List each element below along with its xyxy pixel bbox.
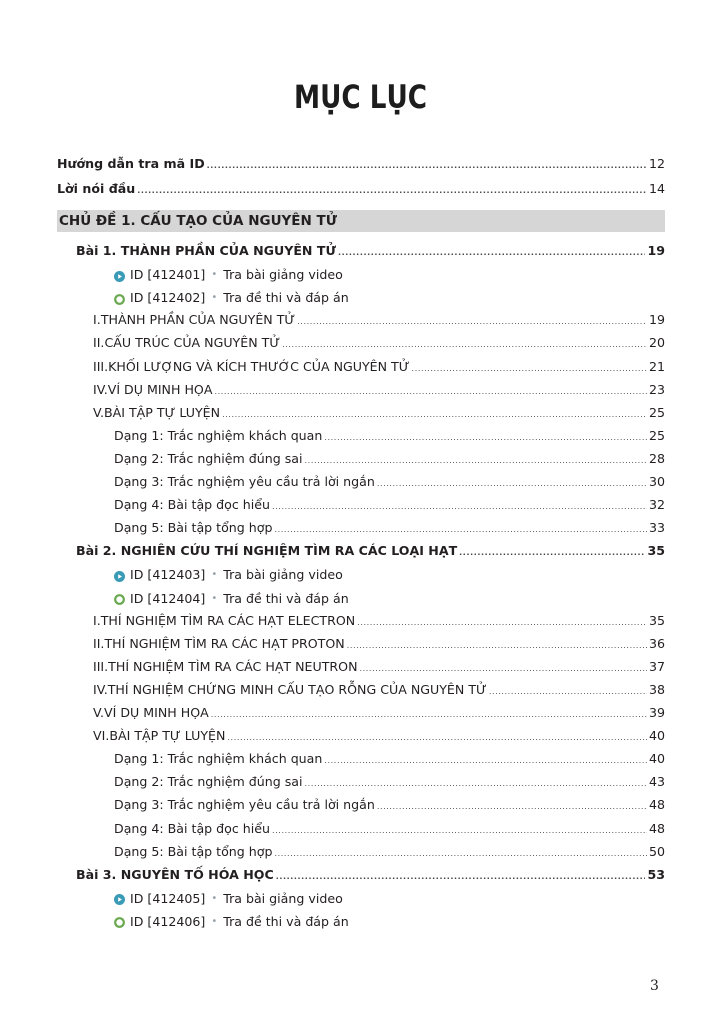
section-entry[interactable]: [93, 382, 665, 400]
toc-entry-front-2[interactable]: [57, 181, 665, 199]
id-code: ID [412403]: [130, 567, 206, 583]
ring-icon: [114, 293, 125, 304]
toc-entry-label: Dạng 1: Trắc nghiệm khách quan: [114, 751, 323, 767]
section-number: III.: [93, 358, 109, 374]
toc-entry-page: 14: [648, 181, 665, 196]
dot-leader: [207, 158, 647, 174]
dot-leader: [305, 776, 647, 792]
lesson-heading[interactable]: [76, 867, 665, 885]
toc-entry-label: Dạng 5: Bài tập tổng hợp: [114, 520, 273, 536]
toc-entry-label: Dạng 4: Bài tập đọc hiểu: [114, 497, 271, 513]
toc-entry-label: KHỐI LƯỢNG VÀ KÍCH THƯỚC CỦA NGUYÊN TỬ: [108, 358, 410, 374]
toc-entry-page: 38: [648, 681, 665, 697]
toc-entry-label: THÍ NGHIỆM TÌM RA CÁC HẠT PROTON: [104, 635, 345, 651]
section-entry[interactable]: [93, 335, 665, 353]
section-entry[interactable]: [93, 705, 665, 723]
toc-entry-label: THÍ NGHIỆM CHỨNG MINH CẤU TẠO RỖNG CỦA NGUYÊN TỬ: [107, 681, 487, 697]
dot-leader: [274, 846, 647, 862]
separator-dot: •: [211, 592, 218, 604]
section-entry[interactable]: [93, 636, 665, 654]
lesson-heading[interactable]: [76, 243, 665, 261]
toc-entry-label: Dạng 2: Trắc nghiệm đúng sai: [114, 450, 303, 466]
toc-entry-label: VÍ DỤ MINH HỌA: [107, 381, 213, 397]
toc-entry-label: THÍ NGHIỆM TÌM RA CÁC HẠT NEUTRON: [108, 658, 358, 674]
exercise-form-entry[interactable]: [114, 844, 665, 862]
exercise-form-entry[interactable]: [114, 451, 665, 469]
toc-entry-page: 19: [648, 312, 665, 328]
dot-leader: [412, 361, 647, 377]
toc-entry-page: 48: [648, 820, 665, 836]
toc-entry-page: 32: [648, 497, 665, 513]
dot-leader: [137, 183, 647, 199]
section-number: V.: [93, 404, 104, 420]
toc-entry-label: Dạng 3: Trắc nghiệm yêu cầu trả lời ngắn: [114, 474, 375, 489]
toc-entry-page: 19: [647, 243, 665, 258]
toc-entry-label: Bài 2. NGHIÊN CỨU THÍ NGHIỆM TÌM RA CÁC LOẠI HẠT: [76, 543, 458, 559]
id-lookup-line[interactable]: [114, 891, 343, 907]
section-number: III.: [93, 658, 109, 674]
toc-entry-page: 12: [648, 156, 665, 171]
exercise-form-entry[interactable]: [114, 774, 665, 792]
id-code: ID [412405]: [130, 890, 206, 906]
id-lookup-line[interactable]: [114, 567, 343, 583]
exercise-form-entry[interactable]: [114, 474, 665, 492]
separator-dot: •: [211, 569, 218, 581]
dot-leader: [274, 522, 647, 538]
dot-leader: [347, 638, 647, 654]
separator-dot: •: [211, 892, 218, 904]
dot-leader: [357, 615, 647, 631]
dot-leader: [297, 314, 647, 330]
section-number: IV.: [93, 381, 108, 397]
section-entry[interactable]: [93, 312, 665, 330]
toc-entry-page: 28: [648, 450, 665, 466]
toc-entry-page: 48: [648, 797, 665, 813]
dot-leader: [324, 753, 647, 769]
toc-entry-label: BÀI TẬP TỰ LUYỆN: [104, 404, 221, 420]
dot-leader: [276, 869, 646, 885]
id-code: ID [412401]: [130, 267, 206, 283]
dot-leader: [272, 499, 647, 515]
section-number: I.: [93, 612, 101, 628]
toc-entry-label: THÍ NGHIỆM TÌM RA CÁC HẠT ELECTRON: [100, 612, 356, 628]
id-description: Tra bài giảng video: [223, 267, 343, 283]
exercise-form-entry[interactable]: [114, 821, 665, 839]
exercise-form-entry[interactable]: [114, 497, 665, 515]
id-description: Tra đề thi và đáp án: [223, 290, 349, 306]
dot-leader: [360, 661, 647, 677]
dot-leader: [459, 545, 645, 561]
toc-entry-page: 23: [648, 381, 665, 397]
separator-dot: •: [211, 292, 218, 304]
dot-leader: [377, 799, 647, 815]
dot-leader: [305, 453, 647, 469]
section-entry[interactable]: [93, 682, 665, 700]
id-code: ID [412402]: [130, 290, 206, 306]
section-entry[interactable]: [93, 613, 665, 631]
dot-leader: [324, 430, 647, 446]
toc-entry-label: Bài 3. NGUYÊN TỐ HÓA HỌC: [76, 866, 274, 882]
toc-entry-page: 43: [648, 774, 665, 790]
toc-entry-page: 25: [648, 427, 665, 443]
toc-entry-label: Dạng 2: Trắc nghiệm đúng sai: [114, 774, 303, 790]
toc-entry-page: 53: [647, 866, 665, 882]
section-number: IV.: [93, 681, 108, 697]
toc-entry-label: Dạng 5: Bài tập tổng hợp: [114, 843, 273, 859]
play-circle-icon: [114, 893, 125, 904]
id-lookup-line[interactable]: [114, 267, 343, 283]
section-entry[interactable]: [93, 728, 665, 746]
id-lookup-line[interactable]: [114, 914, 349, 930]
lesson-heading[interactable]: [76, 543, 665, 561]
section-number: I.: [93, 312, 101, 328]
dot-leader: [377, 476, 647, 492]
toc-entry-label: Dạng 4: Bài tập đọc hiểu: [114, 820, 271, 836]
ring-icon: [114, 593, 125, 604]
exercise-form-entry[interactable]: [114, 520, 665, 538]
toc-entry-label: Lời nói đầu: [57, 181, 136, 196]
toc-entry-label: Dạng 1: Trắc nghiệm khách quan: [114, 427, 323, 443]
separator-dot: •: [211, 915, 218, 927]
id-description: Tra bài giảng video: [223, 890, 343, 906]
toc-entry-page: 21: [648, 358, 665, 374]
id-lookup-line[interactable]: [114, 591, 349, 607]
section-entry[interactable]: [93, 405, 665, 423]
ring-icon: [114, 916, 125, 927]
id-description: Tra bài giảng video: [223, 567, 343, 583]
exercise-form-entry[interactable]: [114, 797, 665, 815]
dot-leader: [222, 407, 647, 423]
id-description: Tra đề thi và đáp án: [223, 913, 349, 929]
toc-entry-page: 50: [648, 843, 665, 859]
toc-entry-label: Dạng 3: Trắc nghiệm yêu cầu trả lời ngắn: [114, 797, 375, 813]
section-number: VI.: [93, 728, 110, 744]
section-entry[interactable]: [93, 359, 665, 377]
toc-entry-label: CẤU TRÚC CỦA NGUYÊN TỬ: [104, 335, 281, 351]
toc-entry-page: 36: [648, 635, 665, 651]
toc-entry-label: Bài 1. THÀNH PHẦN CỦA NGUYÊN TỬ: [76, 243, 336, 258]
id-code: ID [412404]: [130, 590, 206, 606]
dot-leader: [272, 823, 647, 839]
toc-entry-label: VÍ DỤ MINH HỌA: [104, 705, 209, 720]
exercise-form-entry[interactable]: [114, 751, 665, 769]
toc-entry-front-1[interactable]: [57, 156, 665, 174]
play-circle-icon: [114, 270, 125, 281]
toc-entry-page: 37: [648, 658, 665, 674]
page-title: MỤC LỤC: [293, 78, 428, 116]
dot-leader: [227, 730, 647, 746]
section-entry[interactable]: [93, 659, 665, 677]
toc-entry-page: 40: [648, 728, 665, 744]
exercise-form-entry[interactable]: [114, 428, 665, 446]
toc-entry-page: 35: [647, 543, 665, 559]
toc-entry-page: 30: [648, 474, 665, 489]
separator-dot: •: [211, 269, 218, 281]
dot-leader: [489, 684, 647, 700]
page-number: 3: [650, 978, 659, 994]
id-lookup-line[interactable]: [114, 290, 349, 306]
chapter-heading[interactable]: CHỦ ĐỀ 1. CẤU TẠO CỦA NGUYÊN TỬ: [57, 210, 665, 232]
toc-entry-label: BÀI TẬP TỰ LUYỆN: [109, 728, 226, 744]
id-code: ID [412406]: [130, 913, 206, 929]
toc-entry-page: 25: [648, 404, 665, 420]
toc-entry-page: 39: [648, 705, 665, 720]
toc-entry-page: 35: [648, 612, 665, 628]
dot-leader: [214, 384, 647, 400]
play-circle-icon: [114, 570, 125, 581]
dot-leader: [282, 337, 647, 353]
toc-entry-page: 33: [648, 520, 665, 536]
toc-entry-label: Hướng dẫn tra mã ID: [57, 156, 205, 171]
section-number: II.: [93, 335, 105, 351]
toc-entry-label: THÀNH PHẦN CỦA NGUYÊN TỬ: [100, 312, 296, 328]
toc-entry-page: 40: [648, 751, 665, 767]
dot-leader: [338, 245, 645, 261]
toc-entry-page: 20: [648, 335, 665, 351]
dot-leader: [211, 707, 647, 723]
section-number: II.: [93, 635, 105, 651]
id-description: Tra đề thi và đáp án: [223, 590, 349, 606]
section-number: V.: [93, 705, 104, 720]
